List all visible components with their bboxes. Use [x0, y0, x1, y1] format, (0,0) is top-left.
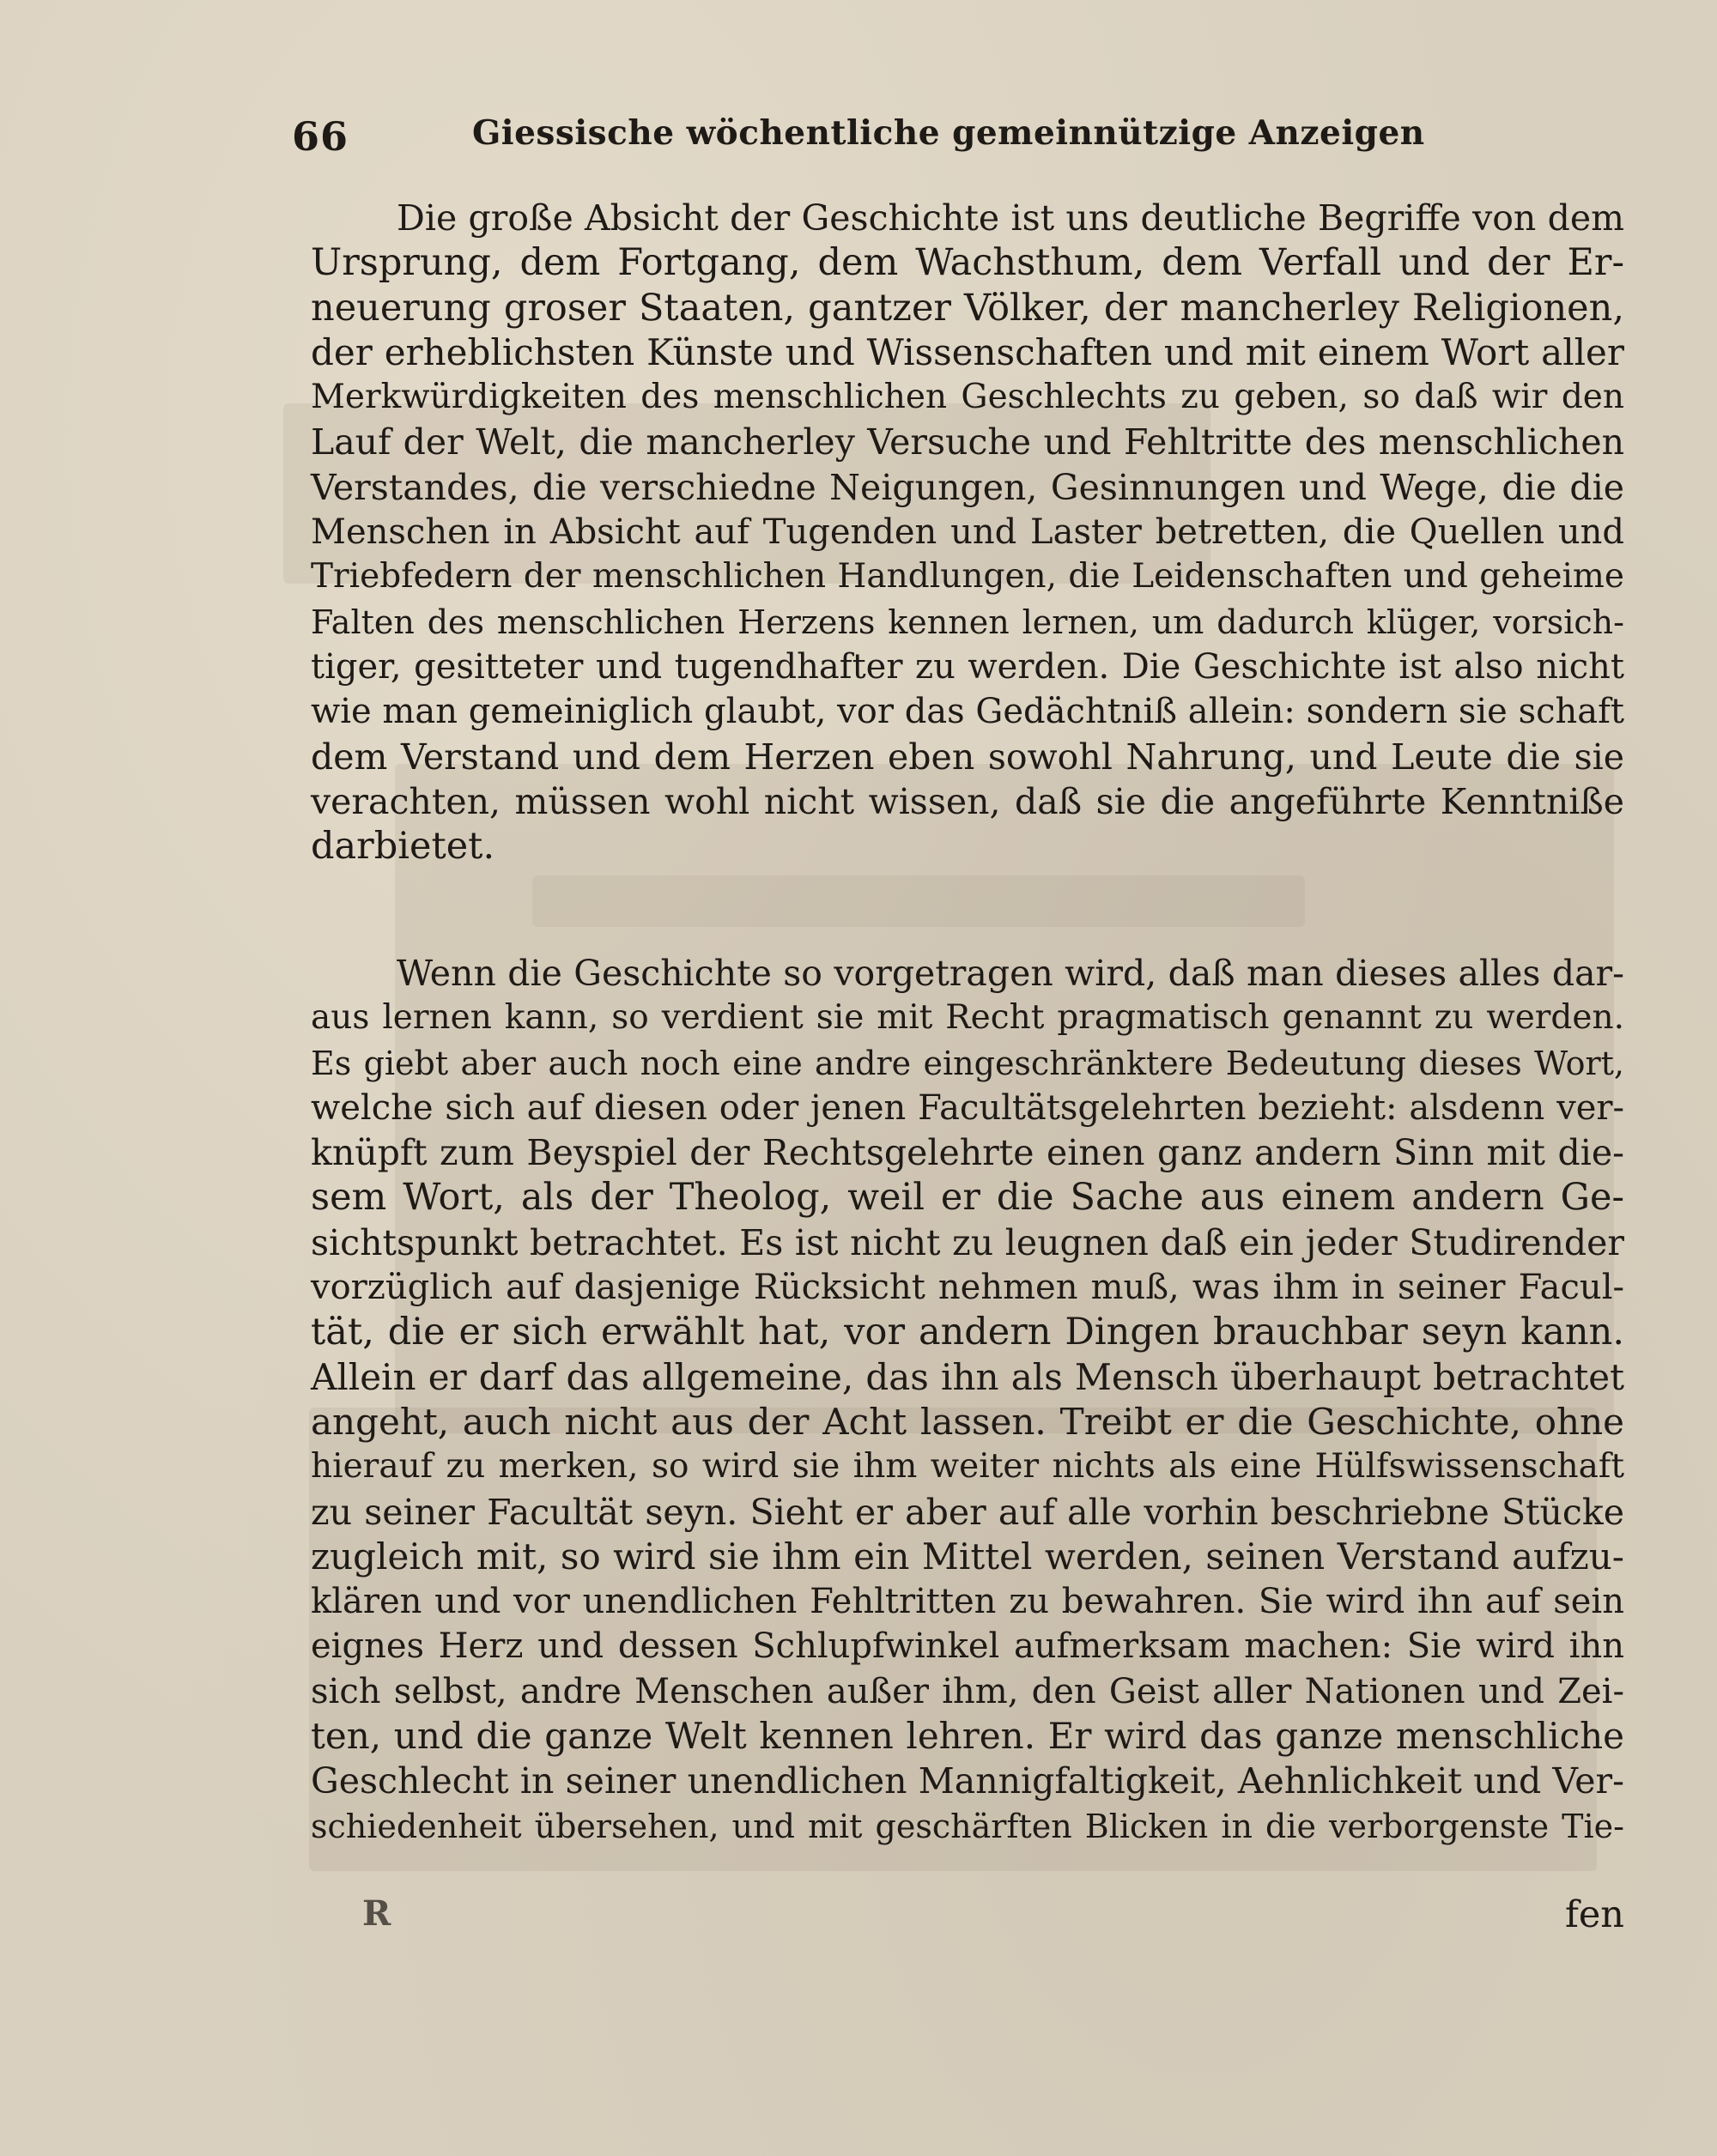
text-line: welche sich auf diesen oder jenen Facultätsgelehrten bezieht: alsdenn ver-: [311, 1087, 1624, 1128]
page-footer: [311, 1893, 1624, 1945]
text-line: schiedenheit übersehen, und mit geschärften Blicken in die verborgenste Tie-: [311, 1807, 1624, 1845]
text-line: Merkwürdigkeiten des menschlichen Geschlechts zu geben, so daß wir den: [311, 378, 1624, 417]
text-line: Falten des menschlichen Herzens kennen lernen, um dadurch klüger, vorsich-: [311, 603, 1624, 641]
text-line: Wenn die Geschichte so vorgetragen wird, daß man dieses alles dar-: [397, 953, 1624, 994]
text-line: darbietet.: [311, 825, 495, 869]
text-line: angeht, auch nicht aus der Acht lassen. Treibt er die Geschichte, ohne: [311, 1400, 1624, 1443]
text-line: dem Verstand und dem Herzen eben sowohl Nahrung, und Leute die sie: [311, 736, 1624, 778]
text-line: der erheblichsten Künste und Wissenschaften und mit einem Wort aller: [311, 330, 1624, 373]
paragraph-1: [311, 196, 1624, 869]
signature-mark: R: [362, 1893, 391, 1934]
catchword: fen: [1564, 1893, 1624, 1936]
text-line: sichtspunkt betrachtet. Es ist nicht zu leugnen daß ein jeder Studirender: [311, 1221, 1624, 1263]
text-line: Allein er darf das allgemeine, das ihn als Mensch überhaupt betrachtet: [311, 1355, 1624, 1398]
text-line: hierauf zu merken, so wird sie ihm weiter nichts als eine Hülfswissenschaft: [311, 1447, 1624, 1487]
text-line: Triebfedern der menschlichen Handlungen, die Leidenschaften und geheime: [311, 557, 1624, 597]
text-line: zugleich mit, so wird sie ihm ein Mittel werden, seinen Verstand aufzu-: [311, 1535, 1624, 1578]
text-line: Ursprung, dem Fortgang, dem Wachsthum, dem Verfall und der Er-: [311, 241, 1624, 285]
text-line: verachten, müssen wohl nicht wissen, daß sie die angeführte Kenntniße: [311, 780, 1624, 822]
text-line: Menschen in Absicht auf Tugenden und Laster betretten, die Quellen und: [311, 512, 1624, 553]
text-line: Geschlecht in seiner unendlichen Mannigfaltigkeit, Aehnlichkeit und Ver-: [311, 1760, 1624, 1802]
text-line: sich selbst, andre Menschen außer ihm, den Geist aller Nationen und Zei-: [311, 1671, 1624, 1711]
running-title: Giessische wöchentliche gemeinnützige Anzeigen: [472, 113, 1425, 153]
text-line: neuerung groser Staaten, gantzer Völker, der mancherley Religionen,: [311, 286, 1624, 330]
text-line: sem Wort, als der Theolog, weil er die Sache aus einem andern Ge-: [311, 1176, 1624, 1220]
text-line: Verstandes, die verschiedne Neigungen, Gesinnungen und Wege, die die: [311, 466, 1624, 508]
text-line: eignes Herz und dessen Schlupfwinkel aufmerksam machen: Sie wird ihn: [311, 1626, 1624, 1667]
text-line: wie man gemeiniglich glaubt, vor das Gedächtniß allein: sondern sie schaft: [311, 692, 1624, 732]
text-line: zu seiner Facultät seyn. Sieht er aber auf alle vorhin beschriebne Stücke: [311, 1491, 1624, 1533]
text-line: knüpft zum Beyspiel der Rechtsgelehrte einen ganz andern Sinn mit die-: [311, 1132, 1624, 1174]
text-line: klären und vor unendlichen Fehltritten zu bewahren. Sie wird ihn auf sein: [311, 1582, 1624, 1622]
text-line: tät, die er sich erwählt hat, vor andern Dingen brauchbar seyn kann.: [311, 1311, 1624, 1354]
bleed-through-shadow: [532, 875, 1305, 927]
page-number: 66: [292, 113, 349, 160]
text-line: Lauf der Welt, die mancherley Versuche und Fehltritte des menschlichen: [311, 421, 1624, 463]
text-line: Die große Absicht der Geschichte ist uns deutliche Begriffe von dem: [397, 197, 1624, 239]
text-line: tiger, gesitteter und tugendhafter zu werden. Die Geschichte ist also nicht: [311, 646, 1624, 687]
paragraph-2: [311, 951, 1624, 1849]
page-header: [292, 113, 1434, 173]
text-line: aus lernen kann, so verdient sie mit Recht pragmatisch genannt zu werden.: [311, 998, 1624, 1038]
text-line: vorzüglich auf dasjenige Rücksicht nehmen muß, was ihm in seiner Facul-: [311, 1268, 1624, 1308]
text-line: Es giebt aber auch noch eine andre eingeschränktere Bedeutung dieses Wort,: [311, 1044, 1624, 1082]
text-line: ten, und die ganze Welt kennen lehren. Er wird das ganze menschliche: [311, 1715, 1624, 1758]
